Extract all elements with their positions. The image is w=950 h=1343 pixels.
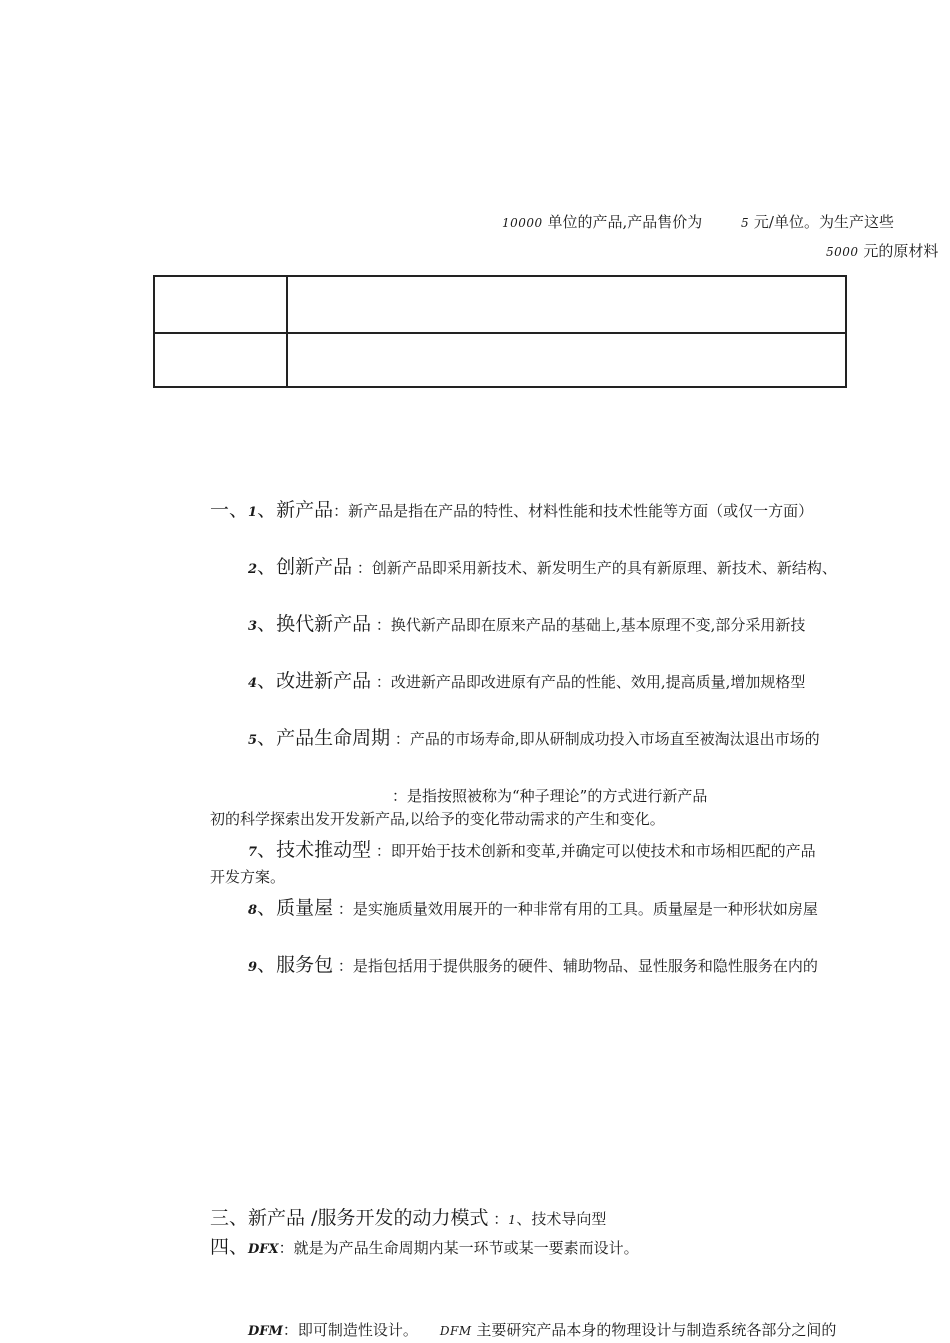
definition-5 <box>248 727 820 750</box>
definition-term: 质量屋 <box>276 897 334 919</box>
dfx-abbr: DFX <box>248 1242 279 1257</box>
definition-term: 换代新产品 <box>276 613 372 635</box>
section-text: 、技术导向型 <box>516 1210 607 1228</box>
definition-text: 换代新产品即在原来产品的基础上,基本原理不变,部分采用新技 <box>390 616 806 634</box>
definition-6-line-2: 初的科学探索出发开发新产品,以给予的变化带动需求的产生和变化。 <box>210 810 665 828</box>
item-separator: 、 <box>257 727 277 749</box>
header-text: 单位的产品,产品售价为 <box>542 213 707 231</box>
definition-term: 改进新产品 <box>276 670 372 692</box>
dfm-abbr: DFM <box>248 1324 283 1339</box>
definition-6-line-1: ：是指按照被称为“种子理论”的方式进行新产品 <box>392 787 708 805</box>
material-cost-value: 5000 <box>826 245 859 259</box>
definition-term: 服务包 <box>276 954 334 976</box>
definition-7-line-2: 开发方案。 <box>210 868 286 886</box>
definition-1 <box>210 499 813 522</box>
item-number: 8 <box>248 903 258 918</box>
item-separator: 、 <box>257 839 277 861</box>
definition-text: 新产品是指在产品的特性、材料性能和技术性能等方面（或仅一方面） <box>348 502 814 520</box>
table-cell <box>287 276 846 333</box>
item-separator: 、 <box>257 897 277 919</box>
definition-colon: ： <box>371 842 391 860</box>
definition-3 <box>248 613 805 636</box>
dfm-text: 主要研究产品本身的物理设计与制造系统各部分之间的 <box>471 1321 837 1339</box>
header-text: 元/单位。为生产这些 <box>749 213 894 231</box>
definition-7 <box>248 839 816 862</box>
table-cell <box>154 276 287 333</box>
section-3 <box>210 1207 606 1230</box>
definition-colon: ： <box>333 957 353 975</box>
section-4 <box>210 1236 639 1259</box>
dfm-text: ：即可制造性设计。 <box>282 1321 418 1339</box>
header-line-2 <box>826 242 938 260</box>
item-number: 1 <box>248 505 258 520</box>
dfm-abbr: DFM <box>439 1324 472 1338</box>
item-separator: 、 <box>257 954 277 976</box>
item-number: 4 <box>248 676 258 691</box>
definition-colon: ： <box>352 559 372 577</box>
definition-text: 创新产品即采用新技术、新发明生产的具有新原理、新技术、新结构、 <box>371 559 837 577</box>
definition-term: 产品生命周期 <box>276 727 391 749</box>
section-prefix: 一、 <box>210 499 249 521</box>
definition-term: 创新产品 <box>276 556 353 578</box>
definition-text: 是实施质量效用展开的一种非常有用的工具。质量屋是一种形状如房屋 <box>352 900 818 918</box>
definition-colon: ： <box>333 502 349 520</box>
definition-colon: ： <box>333 900 353 918</box>
definition-9 <box>248 954 818 977</box>
item-number: 5 <box>248 733 258 748</box>
table-cell <box>154 333 287 387</box>
dfm-line <box>248 1321 836 1340</box>
definition-term: 技术推动型 <box>276 839 372 861</box>
section-text: ：就是为产品生命周期内某一环节或某一要素而设计。 <box>278 1239 639 1257</box>
data-table <box>153 275 847 388</box>
item-separator: 、 <box>257 670 277 692</box>
header-line-1 <box>502 213 894 231</box>
table-row <box>154 276 846 333</box>
definition-2 <box>248 556 837 579</box>
definition-text: 改进新产品即改进原有产品的性能、效用,提高质量,增加规格型 <box>390 673 806 691</box>
quantity-value: 10000 <box>502 216 543 230</box>
header-text: 元的原材料 <box>858 242 939 260</box>
section-colon: ： <box>488 1210 509 1228</box>
item-number: 1 <box>508 1213 517 1227</box>
definition-term: 新产品 <box>276 499 334 521</box>
item-number: 2 <box>248 562 258 577</box>
item-separator: 、 <box>257 556 277 578</box>
definition-4 <box>248 670 805 693</box>
table-cell <box>287 333 846 387</box>
definition-text: 即开始于技术创新和变革,并确定可以使技术和市场相匹配的产品 <box>390 842 816 860</box>
definition-colon: ： <box>390 730 410 748</box>
item-number: 7 <box>248 845 258 860</box>
table-row <box>154 333 846 387</box>
item-number: 3 <box>248 619 258 634</box>
definition-colon: ： <box>371 616 391 634</box>
definition-text: 产品的市场寿命,即从研制成功投入市场直至被淘汰退出市场的 <box>409 730 820 748</box>
definition-text: 是指包括用于提供服务的硬件、辅助物品、显性服务和隐性服务在内的 <box>352 957 818 975</box>
item-separator: 、 <box>257 613 277 635</box>
definition-colon: ： <box>371 673 391 691</box>
item-separator: 、 <box>257 499 277 521</box>
section-title: 三、新产品 /服务开发的动力模式 <box>210 1207 489 1229</box>
price-value: 5 <box>741 216 750 230</box>
section-prefix: 四、 <box>210 1236 249 1258</box>
item-number: 9 <box>248 960 258 975</box>
definition-8 <box>248 897 818 920</box>
